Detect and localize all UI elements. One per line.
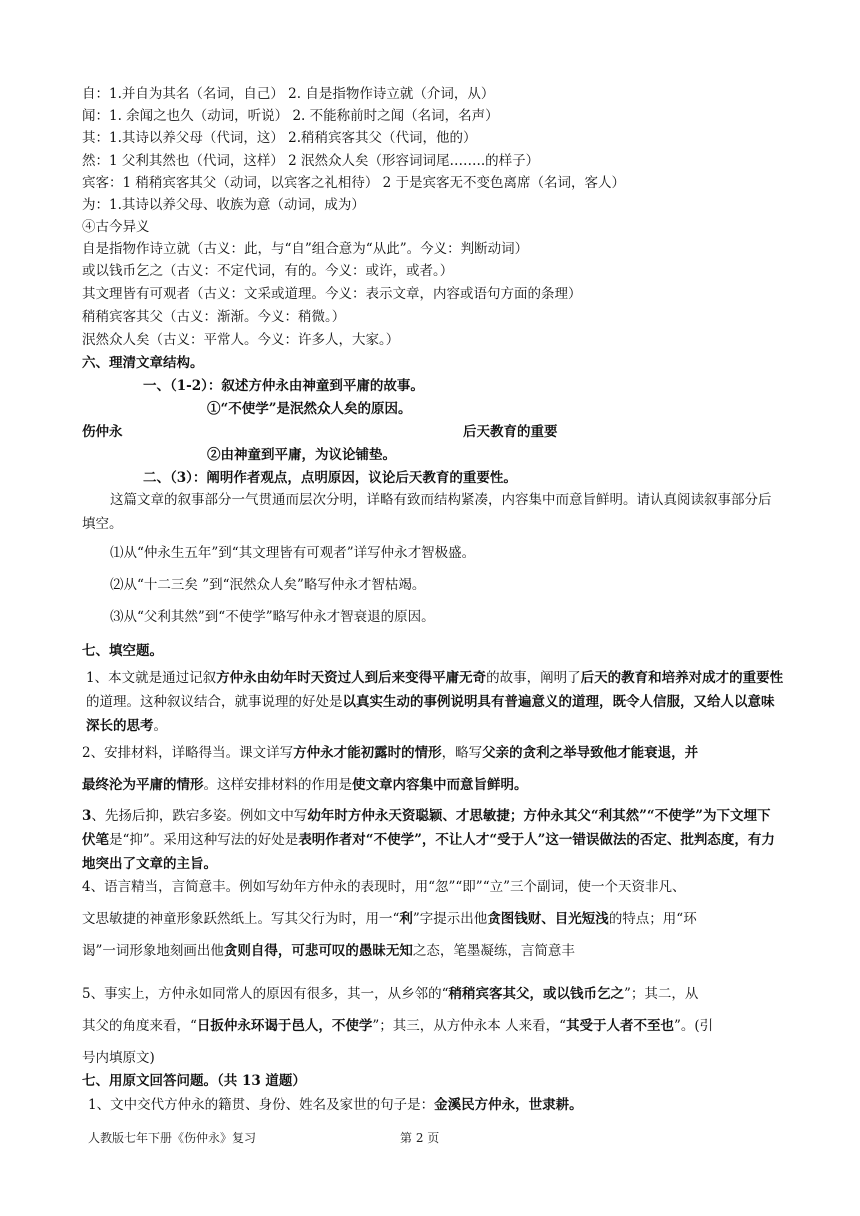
footer-page-number: 第 2 页 xyxy=(400,1131,440,1145)
structure-item: ⑵从“十二三矣 ”到“泯然众人矣”略写仲永才智枯竭。 xyxy=(110,577,426,593)
structure-heading: 六、理清文章结构。 xyxy=(82,355,204,371)
fill-heading: 七、填空题。 xyxy=(82,643,163,659)
fill-q3: 3、先扬后抑，跌宕多姿。例如文中写幼年时方仲永天资聪颖、才思敏捷；方仲永其父“利其然”“不使学”为下文埋下伏笔是“抑”。采用这种写法的好处是表明作者对“不使学”，不让人才“受于人”这一错误做法的否定、批判态度，有力地突出了文章的主旨。 xyxy=(82,808,775,872)
structure-item: ⑴从“仲永生五年”到“其文理皆有可观者”详写仲永才智极盛。 xyxy=(110,545,476,561)
gujin-item: 稍稍宾客其父（古义：渐渐。今义：稍微。） xyxy=(82,309,346,325)
gujin-heading: ④古今异义 xyxy=(82,219,150,235)
gujin-item: 或以钱币乞之（古义：不定代词，有的。今义：或许，或者。） xyxy=(82,263,454,279)
vocab-line-ran: 然：1 父利其然也（代词，这样） 2 泯然众人矣（形容词词尾……..的样子） xyxy=(82,153,540,169)
structure-part1: 一、（1-2）：叙述方仲永由神童到平庸的故事。 xyxy=(143,378,424,394)
answer-q1: 1、文中交代方仲永的籍贯、身份、姓名及家世的句子是：金溪民方仲永，世隶耕。 xyxy=(88,1097,583,1113)
gujin-item: 泯然众人矣（古义：平常人。今义：许多人，大家。） xyxy=(82,332,400,348)
structure-sub1: ①“不使学”是泯然众人矣的原因。 xyxy=(207,401,412,417)
fill-q5-line1: 5、事实上，方仲永如同常人的原因有很多，其一，从乡邻的“稍稍宾客其父，或以钱币乞之”；其二，从 xyxy=(82,986,699,1002)
fill-q1: 1、本文就是通过记叙方仲永由幼年时天资过人到后来变得平庸无奇的故事，阐明了后天的教育和培养对成才的重要性的道理。这种叙议结合，就事说理的好处是以真实生动的事例说明具有普遍意义的道理，既令人信服，又给人以意味深长的思考。 xyxy=(86,670,784,734)
vocab-line-qi: 其：1.其诗以养父母（代词，这） 2.稍稍宾客其父（代词，他的） xyxy=(82,130,477,146)
fill-q5-line2: 其父的角度来看，“日扳仲永环谒于邑人，不使学”；其三，从方仲永本 人来看，“其受于人者不至也”。(引 xyxy=(82,1018,714,1034)
vocab-line-binke: 宾客：1 稍稍宾客其父（动词，以宾客之礼相待） 2 于是宾客无不变色离席（名词，客人） xyxy=(82,175,626,191)
gujin-item: 自是指物作诗立就（古义：此，与“自”组合意为“从此”。今义：判断动词） xyxy=(82,241,529,257)
answer-heading: 七、用原文回答问题。（共 13 道题） xyxy=(82,1073,306,1089)
fill-q4-line3: 谒”一词形象地刻画出他贪则自得，可悲可叹的愚昧无知之态，笔墨凝练，言简意丰 xyxy=(82,943,575,959)
vocab-line-zi: 自：1.并自为其名（名词，自己） 2. 自是指物作诗立就（介词，从） xyxy=(82,86,495,102)
fill-q2-line1: 2、安排材料，详略得当。课文详写方仲永才能初露时的情形，略写父亲的贪利之举导致他才能衰退，并 xyxy=(82,745,699,761)
fill-q2-line2: 最终沦为平庸的情形。这样安排材料的作用是使文章内容集中而意旨鲜明。 xyxy=(82,777,528,793)
structure-sub2: ②由神童到平庸，为议论铺垫。 xyxy=(207,447,396,463)
vocab-line-wen: 闻：1. 余闻之也久（动词，听说） 2. 不能称前时之闻（名词，名声） xyxy=(82,108,499,124)
fill-q5-line3: 号内填原文) xyxy=(82,1050,155,1066)
structure-right-label: 后天教育的重要 xyxy=(463,424,558,440)
structure-part2: 二、（3）：阐明作者观点，点明原因，议论后天教育的重要性。 xyxy=(143,470,517,486)
vocab-line-wei: 为：1.其诗以养父母、收族为意（动词，成为） xyxy=(82,197,365,213)
fill-q4-line1: 4、语言精当，言简意丰。例如写幼年方仲永的表现时，用“忽”“即”“立”三个副词，使一个天资非凡、 xyxy=(82,879,686,895)
structure-left-label: 伤仲永 xyxy=(82,424,123,440)
structure-item: ⑶从“父利其然”到“不使学”略写仲永才智衰退的原因。 xyxy=(110,609,435,625)
footer-title: 人教版七年下册《伤仲永》复习 xyxy=(88,1131,257,1145)
structure-paragraph: 这篇文章的叙事部分一气贯通而层次分明，详略有致而结构紧凑，内容集中而意旨鲜明。请认真阅读叙事部分后填空。 xyxy=(82,492,772,532)
gujin-item: 其文理皆有可观者（古义：文采或道理。今义：表示文章，内容或语句方面的条理） xyxy=(82,286,582,302)
fill-q4-line2: 文思敏捷的神童形象跃然纸上。写其父行为时，用一“利”字提示出他贪图钱财、目光短浅的特点；用“环 xyxy=(82,911,697,927)
